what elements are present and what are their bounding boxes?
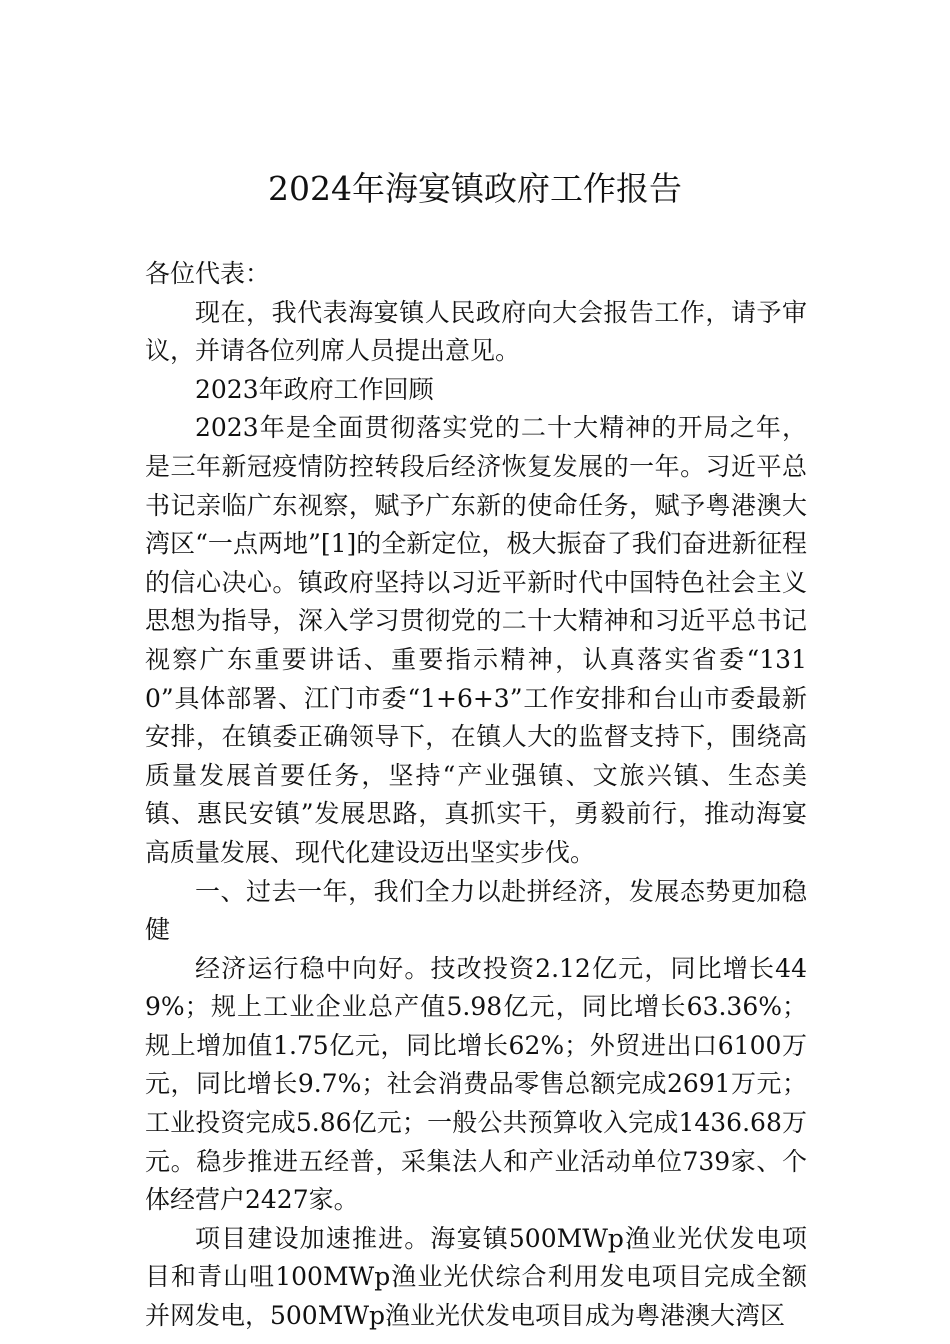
document-body (145, 255, 807, 1336)
section-heading-economy: 一、过去一年，我们全力以赴拼经济，发展态势更加稳健 (145, 876, 807, 945)
paragraph-projects: 项目建设加速推进。海宴镇500MWp渔业光伏发电项目和青山咀100MWp渔业光伏综合利用发电项目完成全额并网发电，500MWp渔业光伏发电项目成为粤港澳大湾区 (145, 1223, 807, 1331)
paragraph-opening: 现在，我代表海宴镇人民政府向大会报告工作，请予审议，并请各位列席人员提出意见。 (145, 297, 807, 366)
salutation: 各位代表： (145, 259, 271, 288)
section-heading-review: 2023年政府工作回顾 (195, 374, 434, 404)
document-title: 2024年海宴镇政府工作报告 (268, 169, 682, 208)
paragraph-overview: 2023年是全面贯彻落实党的二十大精神的开局之年，是三年新冠疫情防控转段后经济恢复发展的一年。习近平总书记亲临广东视察，赋予广东新的使命任务，赋予粤港澳大湾区“一点两地”[1]的全新定位，极大振奋了我们奋进新征程的信心决心。镇政府坚持以习近平新时代中国特色社会主义思想为指导，深入学习贯彻党的二十大精神和习近平总书记视察广东重要讲话、重要指示精神，认真落实省委“1310”具体部署、江门市委“1+6+3”工作安排和台山市委最新安排，在镇委正确领导下，在镇人大的监督支持下，围绕高质量发展首要任务，坚持“产业强镇、文旅兴镇、生态美镇、惠民安镇”发展思路，真抓实干，勇毅前行，推动海宴高质量发展、现代化建设迈出坚实步伐。 (145, 413, 807, 867)
paragraph-economy: 经济运行稳中向好。技改投资2.12亿元，同比增长449%；规上工业企业总产值5.98亿元，同比增长63.36%；规上增加值1.75亿元，同比增长62%；外贸进出口6100万元，同比增长9.7%；社会消费品零售总额完成2691万元；工业投资完成5.86亿元；一般公共预算收入完成1436.68万元。稳步推进五经普，采集法人和产业活动单位739家、个体经营户2427家。 (145, 953, 807, 1215)
